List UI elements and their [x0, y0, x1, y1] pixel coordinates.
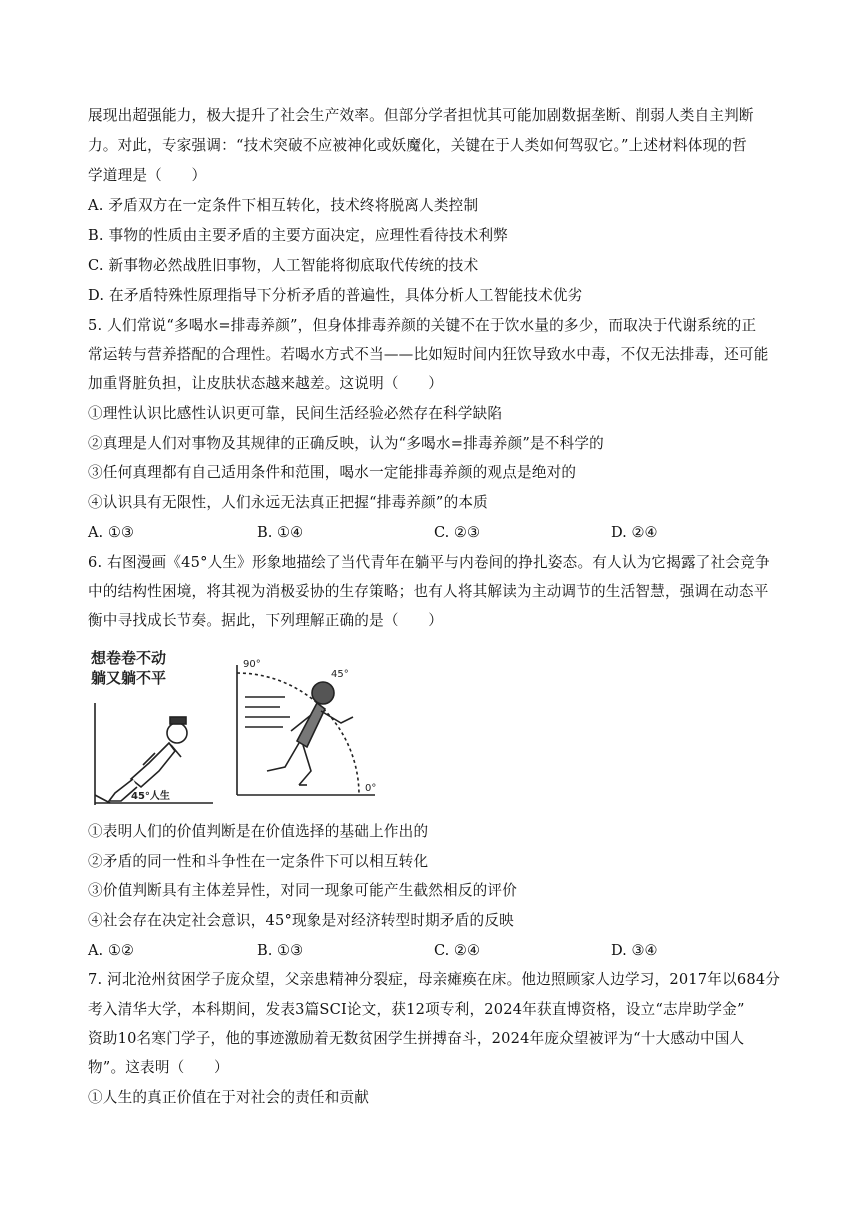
- q6-option-c: C. ②④: [434, 942, 481, 959]
- cartoon-label-0-degree: 0°: [365, 783, 377, 794]
- q5-option-a: A. ①③: [88, 524, 134, 541]
- q5-stem-line-3: 加重肾脏负担，让皮肤状态越来越差。这说明（ ）: [88, 375, 444, 392]
- q5-statement-1: ①理性认识比感性认识更可靠，民间生活经验必然存在科学缺陷: [88, 405, 503, 422]
- cartoon-label-45-degree: 45°: [331, 669, 349, 680]
- leaning-person-illustration: [95, 703, 213, 805]
- q4-text-line-2: 力。对此，专家强调：“技术突破不应被神化或妖魔化，关键在于人类如何驾驭它。”上述材料体现的哲: [88, 137, 747, 154]
- cartoon-label-45-life: 45°人生: [131, 791, 170, 802]
- q7-stem-line-1: 7. 河北沧州贫困学子庞众望，父亲患精神分裂症，母亲瘫痪在床。他边照顾家人边学习，2017年以684分: [88, 971, 781, 988]
- q5-statement-2: ②真理是人们对事物及其规律的正确反映，认为“多喝水=排毒养颜”是不科学的: [88, 435, 604, 452]
- q6-stem-line-2: 中的结构性困境，将其视为消极妥协的生存策略；也有人将其解读为主动调节的生活智慧，强调在动态平: [88, 583, 769, 600]
- q5-option-d: D. ②④: [611, 524, 658, 541]
- q4-text-line-1: 展现出超强能力，极大提升了社会生产效率。但部分学者担忧其可能加剧数据垄断、削弱人类自主判断: [88, 107, 754, 124]
- running-figure-illustration: [237, 665, 375, 795]
- q5-statement-3: ③任何真理都有自己适用条件和范围，喝水一定能排毒养颜的观点是绝对的: [88, 464, 577, 481]
- q4-option-d: D. 在矛盾特殊性原理指导下分析矛盾的普遍性，具体分析人工智能技术优劣: [88, 287, 583, 304]
- q5-stem-line-1: 5. 人们常说“多喝水=排毒养颜”，但身体排毒养颜的关键不在于饮水量的多少，而取决于代谢系统的正: [88, 317, 757, 334]
- q5-option-c: C. ②③: [434, 524, 481, 541]
- q4-option-a: A. 矛盾双方在一定条件下相互转化，技术终将脱离人类控制: [88, 197, 479, 214]
- q7-stem-line-4: 物”。这表明（ ）: [88, 1059, 229, 1076]
- q6-statement-3: ③价值判断具有主体差异性，对同一现象可能产生截然相反的评价: [88, 882, 518, 899]
- q7-stem-line-3: 资助10名寒门学子，他的事迹激励着无数贫困学生拼搏奋斗，2024年庞众望被评为“十大感动中国人: [88, 1030, 745, 1047]
- q6-statement-2: ②矛盾的同一性和斗争性在一定条件下可以相互转化: [88, 853, 429, 870]
- cartoon-label-90-degree: 90°: [243, 659, 261, 670]
- q4-option-c: C. 新事物必然战胜旧事物，人工智能将彻底取代传统的技术: [88, 257, 479, 274]
- cartoon-title-line-2: 躺又躺不平: [91, 669, 167, 687]
- q5-stem-line-2: 常运转与营养搭配的合理性。若喝水方式不当——比如短时间内狂饮导致水中毒，不仅无法排毒，还可能: [88, 346, 769, 363]
- q6-option-a: A. ①②: [88, 942, 134, 959]
- q5-statement-4: ④认识具有无限性，人们永远无法真正把握“排毒养颜”的本质: [88, 494, 488, 511]
- cartoon-45-degree-life: [85, 645, 385, 810]
- q6-statement-4: ④社会存在决定社会意识，45°现象是对经济转型时期矛盾的反映: [88, 912, 514, 929]
- q7-statement-1: ①人生的真正价值在于对社会的责任和贡献: [88, 1089, 370, 1106]
- q4-text-line-3: 学道理是（ ）: [88, 167, 207, 184]
- q4-option-b: B. 事物的性质由主要矛盾的主要方面决定，应理性看待技术利弊: [88, 227, 509, 244]
- q7-stem-line-2: 考入清华大学，本科期间，发表3篇SCI论文，获12项专利，2024年获直博资格，设立“志岸助学金”: [88, 1001, 745, 1018]
- q6-option-d: D. ③④: [611, 942, 658, 959]
- cartoon-title-line-1: 想卷卷不动: [91, 649, 167, 667]
- q6-statement-1: ①表明人们的价值判断是在价值选择的基础上作出的: [88, 823, 429, 840]
- q6-option-b: B. ①③: [257, 942, 304, 959]
- q6-stem-line-1: 6. 右图漫画《45°人生》形象地描绘了当代青年在躺平与内卷间的挣扎姿态。有人认为它揭露了社会竞争: [88, 554, 770, 571]
- q6-stem-line-3: 衡中寻找成长节奏。据此，下列理解正确的是（ ）: [88, 612, 444, 629]
- q5-option-b: B. ①④: [257, 524, 304, 541]
